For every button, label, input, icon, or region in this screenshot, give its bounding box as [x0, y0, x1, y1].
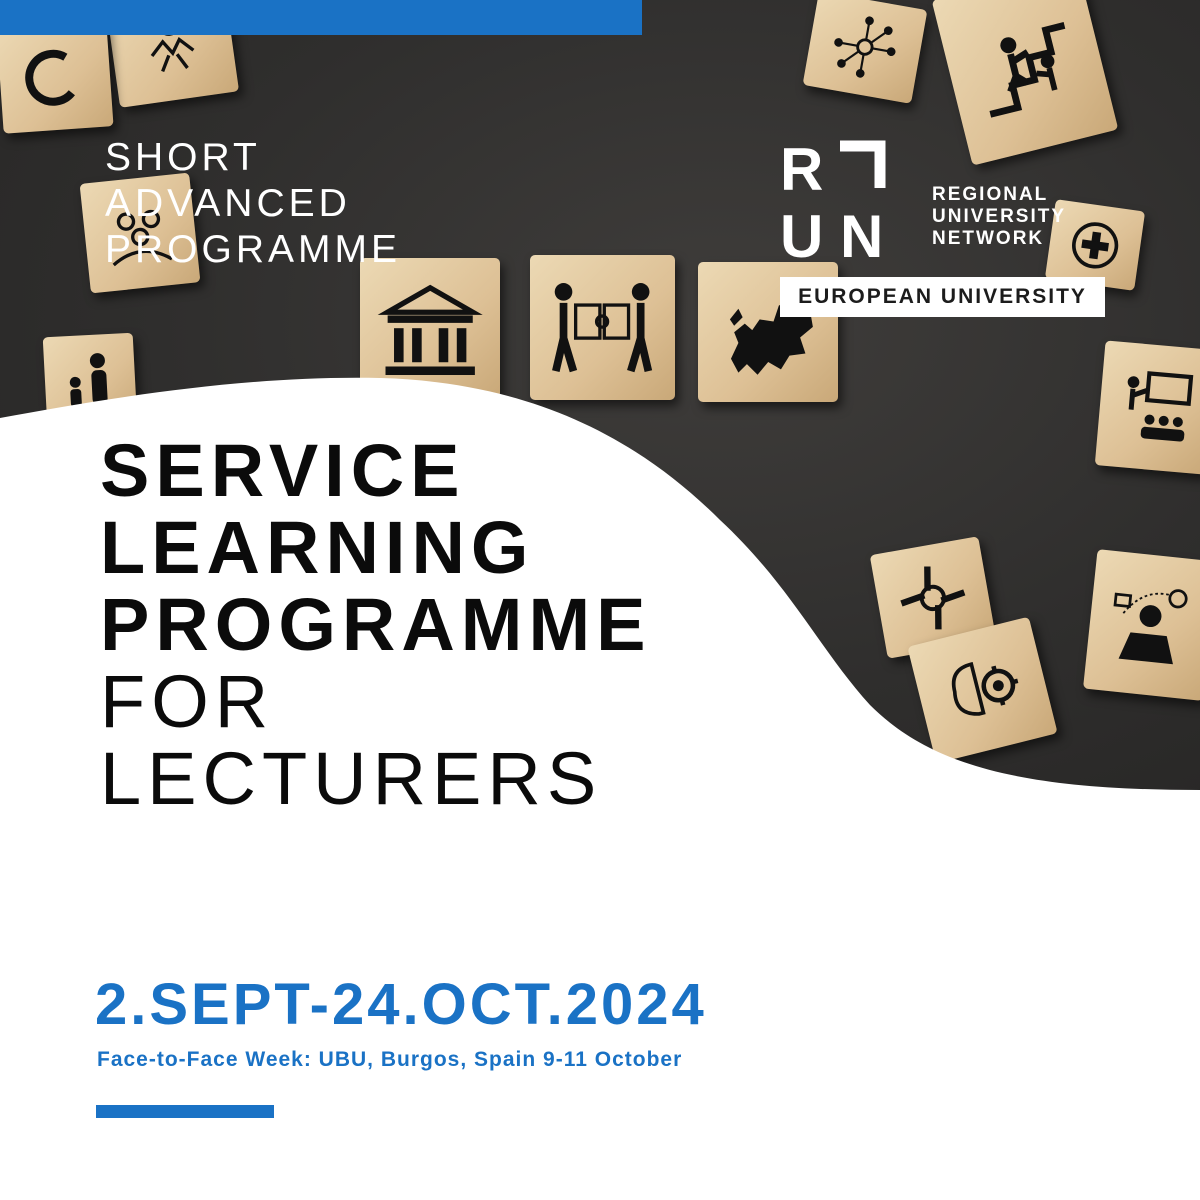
eyebrow-line-1: SHORT	[105, 136, 261, 179]
logo-band: EUROPEAN UNIVERSITY	[780, 277, 1105, 317]
logo-letter-r: R	[780, 136, 824, 203]
logo-corner-mark-icon	[836, 140, 888, 192]
run-logo	[780, 136, 1110, 320]
logo-line-3: NETWORK	[932, 228, 1045, 249]
logo-wordmark	[932, 184, 1066, 250]
event-dates: 2.SEPT-24.OCT.2024	[95, 972, 707, 1037]
eyebrow-line-2: ADVANCED	[105, 182, 351, 225]
headline-line-4: FOR	[100, 660, 275, 743]
top-accent-bar	[0, 0, 642, 35]
logo-line-1: REGIONAL	[932, 184, 1049, 205]
eyebrow-line-3: PROGRAMME	[105, 228, 402, 271]
logo-line-2: UNIVERSITY	[932, 206, 1067, 227]
programme-type-label	[105, 135, 401, 273]
headline-line-2: LEARNING	[100, 506, 535, 589]
headline-line-3: PROGRAMME	[100, 583, 652, 666]
bottom-accent-bar	[96, 1105, 274, 1118]
headline-line-5: LECTURERS	[100, 737, 603, 820]
event-venue: Face-to-Face Week: UBU, Burgos, Spain 9-11 October	[97, 1048, 683, 1071]
logo-letter-u: U	[780, 203, 824, 270]
logo-letter-n: N	[840, 203, 884, 270]
headline-line-1: SERVICE	[100, 429, 466, 512]
headline	[100, 429, 652, 820]
